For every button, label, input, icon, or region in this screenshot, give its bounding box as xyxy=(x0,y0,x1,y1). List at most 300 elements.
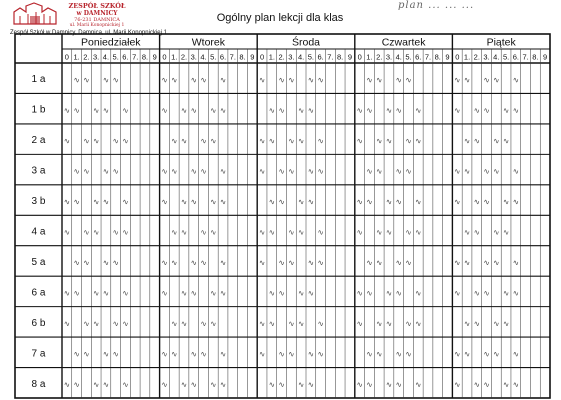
class-label: 5 a xyxy=(31,256,46,268)
handwritten-mark xyxy=(358,322,362,326)
handwritten-mark xyxy=(202,352,206,356)
handwritten-mark xyxy=(475,231,479,235)
period-header: 1. xyxy=(268,52,275,62)
class-label: 1 b xyxy=(31,104,46,116)
day-header: Czwartek xyxy=(381,36,426,49)
handwritten-mark xyxy=(182,139,186,143)
handwritten-mark xyxy=(114,170,118,174)
period-header: 9 xyxy=(152,52,157,62)
day-header: Środa xyxy=(291,36,321,49)
handwritten-mark xyxy=(280,352,284,356)
handwritten-mark xyxy=(270,139,274,143)
handwritten-mark xyxy=(485,170,489,174)
handwritten-mark xyxy=(377,231,381,235)
handwritten-mark xyxy=(319,78,323,82)
handwritten-mark xyxy=(494,322,498,326)
handwritten-mark xyxy=(514,291,518,295)
handwritten-mark xyxy=(172,352,176,356)
handwritten-mark xyxy=(494,78,498,82)
handwritten-mark xyxy=(123,322,127,326)
period-header: 4. xyxy=(200,52,207,62)
period-header: 0 xyxy=(162,52,167,62)
handwritten-mark xyxy=(485,261,489,265)
handwritten-mark xyxy=(114,139,118,143)
handwritten-mark xyxy=(494,139,498,143)
handwritten-mark xyxy=(465,352,469,356)
handwritten-mark xyxy=(202,170,206,174)
handwritten-mark xyxy=(485,352,489,356)
handwritten-mark xyxy=(367,261,371,265)
handwritten-mark xyxy=(280,291,284,295)
period-header: 0 xyxy=(259,52,265,62)
class-label: 6 b xyxy=(31,317,46,329)
handwritten-mark xyxy=(377,139,381,143)
handwritten-mark xyxy=(377,322,381,326)
handwritten-mark xyxy=(192,383,196,387)
handwritten-mark xyxy=(211,139,215,143)
period-header: 6. xyxy=(415,52,422,62)
handwritten-mark xyxy=(84,139,88,143)
handwritten-mark xyxy=(367,352,371,356)
handwritten-mark xyxy=(202,231,206,235)
handwritten-mark xyxy=(182,231,186,235)
handwritten-mark xyxy=(358,139,362,143)
handwritten-mark xyxy=(162,261,166,265)
handwritten-mark xyxy=(162,109,166,113)
handwritten-mark xyxy=(514,170,518,174)
handwritten-mark xyxy=(367,200,371,204)
handwritten-mark xyxy=(309,78,313,82)
handwritten-mark xyxy=(94,200,98,204)
handwritten-mark xyxy=(465,139,469,143)
handwritten-mark xyxy=(406,78,410,82)
handwritten-mark xyxy=(387,200,391,204)
handwritten-mark xyxy=(123,109,127,113)
handwritten-mark xyxy=(475,383,479,387)
handwritten-mark xyxy=(94,109,98,113)
period-header: 8. xyxy=(141,52,149,62)
handwritten-mark xyxy=(172,231,176,235)
period-header: 6. xyxy=(122,52,129,62)
period-header: 0 xyxy=(357,52,362,62)
handwritten-mark xyxy=(270,109,274,113)
handwritten-mark xyxy=(299,200,303,204)
period-header: 4. xyxy=(395,52,402,62)
handwritten-mark xyxy=(211,231,215,235)
handwritten-mark xyxy=(75,78,79,82)
handwritten-mark xyxy=(465,231,469,235)
handwritten-mark xyxy=(123,291,127,295)
period-header: 1. xyxy=(171,52,178,62)
handwritten-mark xyxy=(84,231,88,235)
handwritten-mark xyxy=(319,322,323,326)
handwritten-mark xyxy=(211,200,215,204)
handwritten-mark xyxy=(182,291,186,295)
handwritten-mark xyxy=(387,139,391,143)
handwritten-mark xyxy=(475,139,479,143)
stamp-line-4: ul. Marii Konopnickiej 1 xyxy=(69,23,125,28)
handwritten-mark xyxy=(260,170,264,174)
handwritten-mark xyxy=(75,200,79,204)
period-header: 7. xyxy=(522,52,529,62)
handwritten-mark xyxy=(397,261,401,265)
handwritten-mark xyxy=(221,170,225,174)
handwritten-mark xyxy=(162,78,166,82)
handwritten-mark xyxy=(319,261,323,265)
handwritten-mark xyxy=(485,383,489,387)
handwritten-mark xyxy=(65,109,69,113)
handwritten-mark xyxy=(280,200,284,204)
table-frame xyxy=(15,34,550,398)
period-header: 0 xyxy=(455,52,460,62)
handwritten-mark xyxy=(211,109,215,113)
handwritten-mark xyxy=(192,291,196,295)
handwritten-mark xyxy=(75,109,79,113)
handwritten-mark xyxy=(221,261,225,265)
handwritten-mark xyxy=(475,109,479,113)
handwritten-mark xyxy=(309,170,313,174)
handwritten-mark xyxy=(514,78,518,82)
handwritten-mark xyxy=(465,78,469,82)
handwritten-mark xyxy=(221,78,225,82)
period-header: 2. xyxy=(180,52,188,62)
handwritten-mark xyxy=(289,231,293,235)
handwritten-mark xyxy=(299,139,303,143)
handwritten-mark xyxy=(514,200,518,204)
handwritten-mark xyxy=(192,261,196,265)
class-label: 3 b xyxy=(31,196,46,208)
handwritten-mark xyxy=(211,383,215,387)
period-header: 5. xyxy=(210,52,217,62)
handwritten-mark xyxy=(406,261,410,265)
handwritten-mark xyxy=(221,200,225,204)
handwritten-mark xyxy=(455,291,459,295)
handwritten-mark xyxy=(280,383,284,387)
period-header: 8. xyxy=(532,52,539,62)
period-header: 8. xyxy=(337,52,344,62)
period-header: 3. xyxy=(385,52,393,62)
period-header: 6. xyxy=(512,52,519,62)
handwritten-mark xyxy=(504,200,508,204)
handwritten-mark xyxy=(377,352,381,356)
handwritten-mark xyxy=(309,109,313,113)
handwritten-mark xyxy=(455,352,459,356)
handwritten-mark xyxy=(387,291,391,295)
handwritten-mark xyxy=(465,170,469,174)
handwritten-mark xyxy=(221,291,225,295)
class-label: 6 a xyxy=(31,287,46,299)
handwritten-mark xyxy=(504,139,508,143)
period-header: 5. xyxy=(307,52,315,62)
handwritten-mark xyxy=(65,231,69,235)
period-header: 6. xyxy=(317,52,324,62)
handwritten-mark xyxy=(289,352,293,356)
handwritten-mark xyxy=(123,231,127,235)
handwritten-mark xyxy=(270,291,274,295)
period-header: 3. xyxy=(288,52,295,62)
handwritten-mark xyxy=(504,291,508,295)
handwritten-mark xyxy=(192,200,196,204)
handwritten-mark xyxy=(406,352,410,356)
handwritten-mark xyxy=(162,200,166,204)
handwritten-mark xyxy=(309,261,313,265)
handwritten-mark xyxy=(455,261,459,265)
handwritten-mark xyxy=(358,231,362,235)
handwritten-mark xyxy=(260,322,264,326)
handwritten-mark xyxy=(94,231,98,235)
handwritten-mark xyxy=(182,109,186,113)
handwritten-mark xyxy=(514,261,518,265)
period-header: 1. xyxy=(366,52,373,62)
handwritten-mark xyxy=(485,200,489,204)
handwritten-mark xyxy=(270,383,274,387)
handwritten-mark xyxy=(182,322,186,326)
period-header: 9 xyxy=(347,52,353,62)
handwritten-mark xyxy=(397,383,401,387)
period-header: 3. xyxy=(483,52,490,62)
handwritten-mark xyxy=(397,170,401,174)
school-stamp xyxy=(10,2,150,30)
handwritten-mark xyxy=(387,231,391,235)
handwritten-mark xyxy=(504,231,508,235)
stamp-line-3: 76-231 DAMNICA xyxy=(74,17,120,23)
day-header: Poniedziałek xyxy=(81,36,141,49)
handwritten-mark xyxy=(104,170,108,174)
handwritten-mark xyxy=(65,322,69,326)
handwritten-mark xyxy=(94,291,98,295)
handwritten-mark xyxy=(387,109,391,113)
class-label: 3 a xyxy=(31,165,46,177)
handwritten-mark xyxy=(104,78,108,82)
handwritten-mark xyxy=(104,291,108,295)
handwritten-note: plan ... ... ... xyxy=(398,0,475,11)
handwritten-mark xyxy=(270,200,274,204)
handwritten-mark xyxy=(172,261,176,265)
handwritten-mark xyxy=(358,200,362,204)
handwritten-mark xyxy=(289,261,293,265)
handwritten-mark xyxy=(202,261,206,265)
handwritten-mark xyxy=(289,170,293,174)
handwritten-mark xyxy=(123,139,127,143)
handwritten-mark xyxy=(494,231,498,235)
class-label: 7 a xyxy=(31,348,46,360)
handwritten-mark xyxy=(309,291,313,295)
handwritten-mark xyxy=(280,170,284,174)
handwritten-mark xyxy=(260,261,264,265)
handwritten-mark xyxy=(84,322,88,326)
handwritten-mark xyxy=(270,322,274,326)
period-header: 8. xyxy=(239,52,246,62)
handwritten-mark xyxy=(397,352,401,356)
handwritten-mark xyxy=(514,352,518,356)
handwritten-mark xyxy=(485,78,489,82)
handwritten-mark xyxy=(280,78,284,82)
stamp-line-1: ZESPÓŁ SZKÓŁ xyxy=(68,2,126,10)
handwritten-mark xyxy=(289,139,293,143)
handwritten-mark xyxy=(75,170,79,174)
handwritten-mark xyxy=(192,170,196,174)
handwritten-mark xyxy=(172,322,176,326)
handwritten-mark xyxy=(94,139,98,143)
handwritten-mark xyxy=(289,322,293,326)
handwritten-mark xyxy=(387,383,391,387)
period-header: 2. xyxy=(278,52,285,62)
handwritten-mark xyxy=(172,170,176,174)
handwritten-mark xyxy=(192,78,196,82)
handwritten-mark xyxy=(114,231,118,235)
handwritten-mark xyxy=(309,200,313,204)
handwritten-mark xyxy=(465,322,469,326)
handwritten-mark xyxy=(358,383,362,387)
handwritten-mark xyxy=(514,383,518,387)
period-header: 2. xyxy=(83,52,90,62)
handwritten-mark xyxy=(260,78,264,82)
handwritten-mark xyxy=(84,170,88,174)
school-crest-icon xyxy=(10,2,60,28)
handwritten-mark xyxy=(162,352,166,356)
handwritten-mark xyxy=(84,352,88,356)
handwritten-mark xyxy=(397,200,401,204)
handwritten-mark xyxy=(123,383,127,387)
handwritten-mark xyxy=(406,231,410,235)
handwritten-mark xyxy=(319,231,323,235)
handwritten-mark xyxy=(162,383,166,387)
handwritten-mark xyxy=(485,291,489,295)
handwritten-mark xyxy=(104,200,108,204)
handwritten-mark xyxy=(270,231,274,235)
handwritten-mark xyxy=(358,291,362,295)
handwritten-mark xyxy=(114,352,118,356)
handwritten-mark xyxy=(65,200,69,204)
handwritten-mark xyxy=(494,352,498,356)
handwritten-mark xyxy=(367,170,371,174)
handwritten-mark xyxy=(104,352,108,356)
handwritten-mark xyxy=(309,383,313,387)
page-title: Ogólny plan lekcji dla klas xyxy=(216,12,344,24)
handwritten-mark xyxy=(104,261,108,265)
handwritten-mark xyxy=(299,383,303,387)
handwritten-mark xyxy=(75,261,79,265)
period-header: 3. xyxy=(93,52,100,62)
handwritten-mark xyxy=(504,322,508,326)
handwritten-mark xyxy=(299,109,303,113)
period-header: 5. xyxy=(502,52,510,62)
period-header: 9 xyxy=(250,52,255,62)
handwritten-mark xyxy=(211,322,215,326)
handwritten-mark xyxy=(397,78,401,82)
period-header: 7. xyxy=(132,52,139,62)
handwritten-mark xyxy=(221,109,225,113)
handwritten-mark xyxy=(162,170,166,174)
handwritten-mark xyxy=(289,78,293,82)
handwritten-mark xyxy=(475,200,479,204)
period-header: 5. xyxy=(112,52,119,62)
handwritten-mark xyxy=(202,139,206,143)
handwritten-mark xyxy=(172,139,176,143)
period-header: 9 xyxy=(543,52,548,62)
handwritten-mark xyxy=(182,200,186,204)
handwritten-mark xyxy=(367,78,371,82)
period-header: 1. xyxy=(463,52,471,62)
handwritten-mark xyxy=(358,109,362,113)
handwritten-mark xyxy=(114,261,118,265)
handwritten-mark xyxy=(319,352,323,356)
handwritten-mark xyxy=(94,383,98,387)
handwritten-mark xyxy=(504,109,508,113)
handwritten-mark xyxy=(514,109,518,113)
class-label: 2 a xyxy=(31,135,46,147)
handwritten-mark xyxy=(280,261,284,265)
handwritten-mark xyxy=(406,139,410,143)
class-label: 1 a xyxy=(31,74,46,86)
handwritten-mark xyxy=(104,383,108,387)
period-header: 4. xyxy=(102,52,110,62)
handwritten-mark xyxy=(367,109,371,113)
handwritten-mark xyxy=(299,231,303,235)
handwritten-mark xyxy=(377,170,381,174)
handwritten-mark xyxy=(94,322,98,326)
handwritten-mark xyxy=(475,291,479,295)
handwritten-mark xyxy=(172,78,176,82)
handwritten-mark xyxy=(75,383,79,387)
handwritten-mark xyxy=(416,139,420,143)
handwritten-mark xyxy=(75,352,79,356)
handwritten-mark xyxy=(114,78,118,82)
handwritten-mark xyxy=(377,261,381,265)
period-header: 7. xyxy=(229,52,236,62)
class-label: 4 a xyxy=(31,226,46,238)
handwritten-mark xyxy=(260,352,264,356)
period-header: 7. xyxy=(327,52,334,62)
handwritten-mark xyxy=(455,109,459,113)
handwritten-mark xyxy=(260,231,264,235)
handwritten-mark xyxy=(416,200,420,204)
period-header: 4. xyxy=(493,52,500,62)
class-label: 8 a xyxy=(31,378,46,390)
handwritten-mark xyxy=(75,291,79,295)
handwritten-mark xyxy=(397,109,401,113)
handwritten-mark xyxy=(494,170,498,174)
period-header: 4. xyxy=(297,52,305,62)
handwritten-mark xyxy=(455,383,459,387)
handwritten-mark xyxy=(416,231,420,235)
handwritten-mark xyxy=(416,291,420,295)
period-header: 5. xyxy=(405,52,412,62)
period-header: 6. xyxy=(219,52,227,62)
handwritten-mark xyxy=(319,170,323,174)
handwritten-mark xyxy=(504,383,508,387)
period-header: 2. xyxy=(473,52,480,62)
handwritten-mark xyxy=(299,322,303,326)
handwritten-mark xyxy=(455,200,459,204)
handwritten-mark xyxy=(416,322,420,326)
handwritten-mark xyxy=(192,352,196,356)
handwritten-mark xyxy=(377,78,381,82)
handwritten-mark xyxy=(202,78,206,82)
handwritten-mark xyxy=(192,109,196,113)
stamp-line-2: w DAMNICY xyxy=(76,10,118,17)
handwritten-mark xyxy=(494,261,498,265)
handwritten-mark xyxy=(84,78,88,82)
handwritten-mark xyxy=(455,170,459,174)
period-header: 8. xyxy=(434,52,441,62)
period-header: 9 xyxy=(445,52,450,62)
day-header: Wtorek xyxy=(191,36,226,49)
handwritten-mark xyxy=(84,261,88,265)
period-header: 2. xyxy=(376,52,383,62)
handwritten-mark xyxy=(65,383,69,387)
handwritten-mark xyxy=(65,139,69,143)
